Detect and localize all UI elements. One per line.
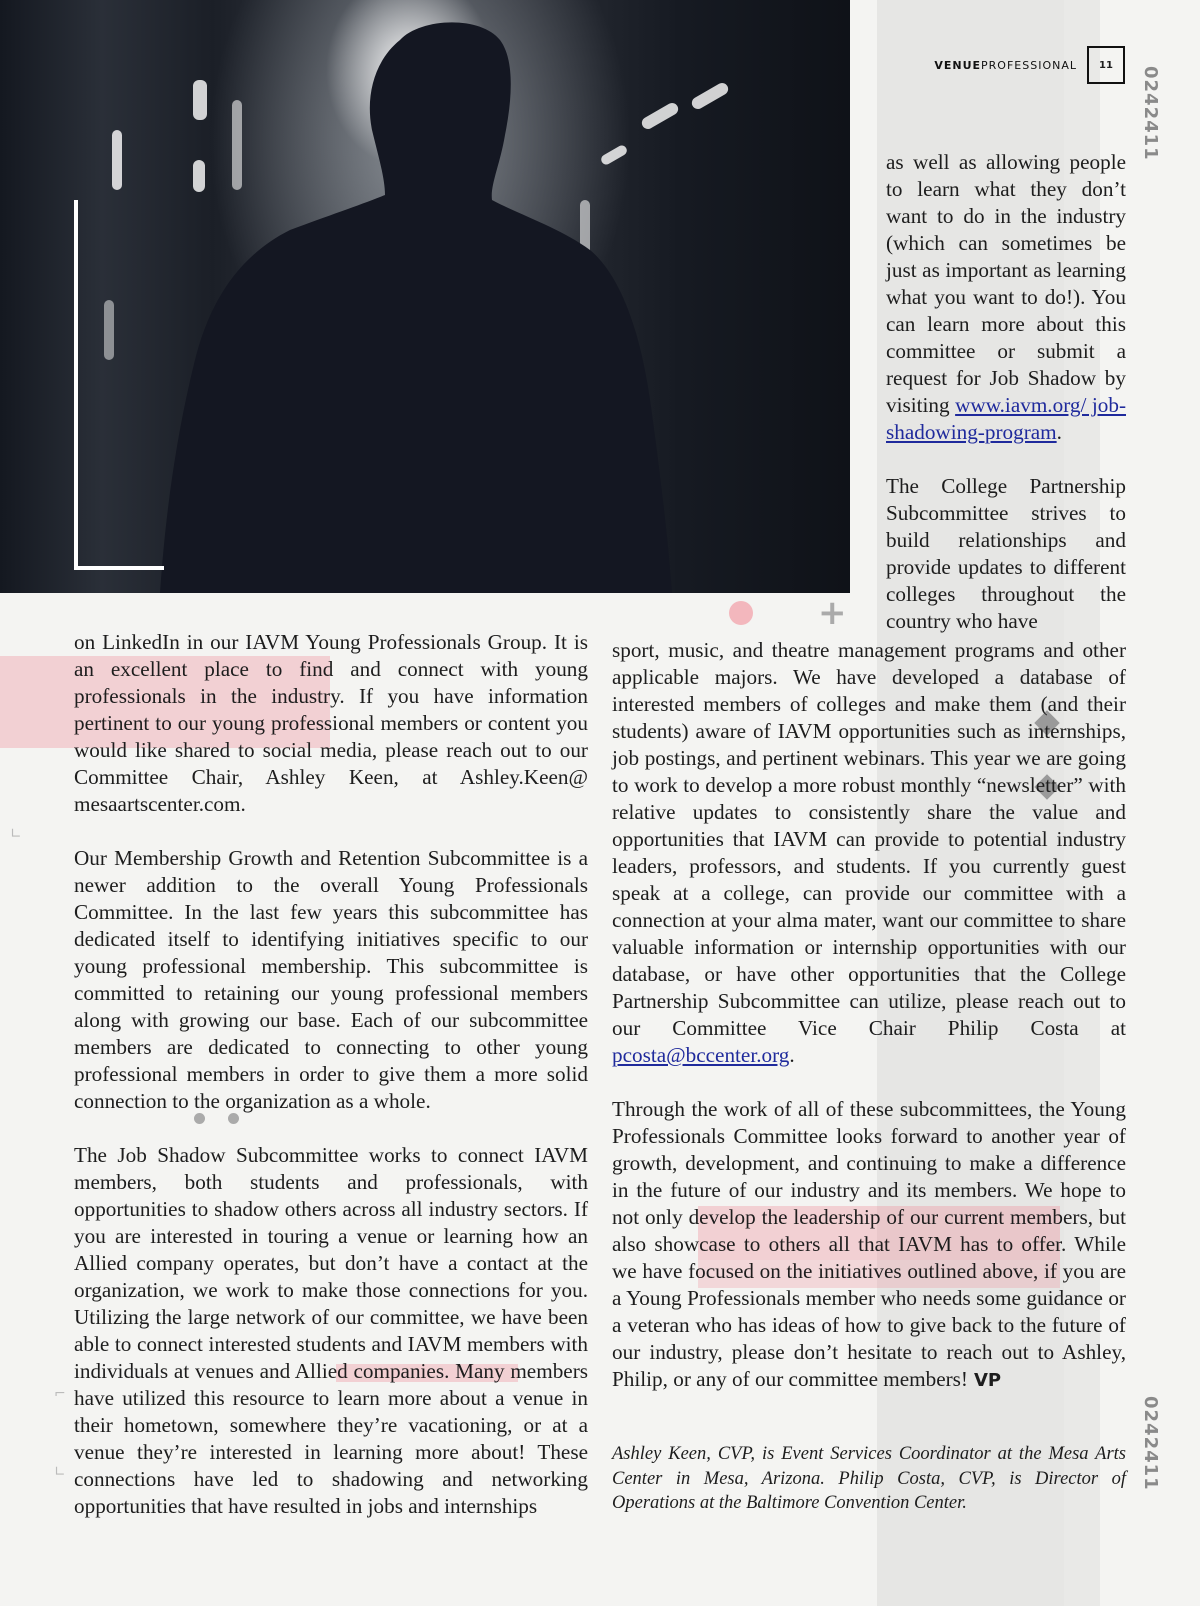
paragraph-conclusion: Through the work of all of these subcommittees, the Young Professionals Committee looks forward to another year of growth, development, and continuing to make a difference in the future of our industry and its members. We hope to not only develop the leadership of our current members, but also showcase to others all that IAVM has to offer. While we have focused on the initiatives outlined above, if you are a Young Professionals member who needs some guidance or a veteran who has ideas of how to give back to the future of our industry, please don’t hesitate to reach out to Ashley, Philip, or any of our committee members! VP [612,1097,1126,1391]
email-link[interactable]: pcosta@bccenter.org [612,1043,790,1067]
right-column [612,637,1126,1421]
frame-corner-decoration [74,200,164,570]
page-number: 11 [1087,46,1125,84]
end-mark-vp: VP [974,1370,1002,1391]
corner-tick-decoration: ⌐ [54,1386,66,1402]
paragraph-job-shadow: The Job Shadow Subcommittee works to connect IAVM members, both students and professionals, with opportunities to shadow others across all industry sectors. If you are interested in touring a venue or learning how an Allied company operates, but don’t have a contact at the organization, we work to make those connections for you. Utilizing the large network of our committee, we have been able to connect interested students and IAVM members with individuals at venues and Allied companies. Many members have utilized this resource to learn more about a venue in their hometown, somewhere they’re vacationing, or at a venue they’re interested in learning more about! These connections have led to shadowing and networking opportunities that have resulted in jobs and internships [74,1143,588,1518]
left-column [74,629,588,1547]
pink-dot-decoration [729,601,753,625]
corner-tick-decoration: ∟ [10,826,22,842]
page-header [934,46,1125,84]
paragraph-linkedin: on LinkedIn in our IAVM Young Professionals Group. It is an excellent place to find and connect with young professionals in the industry. If you have information pertinent to our young professional members or content you would like shared to social media, please reach out to our Committee Chair, Ashley Keen, at Ashley.Keen@ mesaartscenter.com. [74,630,588,816]
paragraph-college-programs: sport, music, and theatre management programs and other applicable majors. We have developed a database of interested members of colleges and make them (and their students) aware of IAVM opportunities such as internships, job postings, and pertinent webinars. This year we are going to work to develop a more robust monthly “newsletter” with relative updates to consistently share the value and opportunities that IAVM can provide to potential industry leaders, professors, and students. If you currently guest speak at a college, can provide our committee with a connection at your alma mater, want our committee to share valuable information or internship opportunities with our database, or have other opportunities that the College Partnership Subcommittee can utilize, please reach out to our Committee Vice Chair Philip Costa at pcosta@bccenter.org. [612,638,1126,1067]
magazine-brand: VENUEPROFESSIONAL [934,58,1077,72]
paragraph-membership-growth: Our Membership Growth and Retention Subcommittee is a newer addition to the overall Young Professionals Committee. In the last few years this subcommittee has dedicated itself to identifying initiatives specific to our young professional membership. This subcommittee is committed to retaining our young professional members along with growing our base. Each of our subcommittee members are dedicated to connecting to other young professional members in order to give them a more solid connection to the organization as a whole. [74,846,588,1113]
right-top-column [886,149,1126,662]
author-byline: Ashley Keen, CVP, is Event Services Coordinator at the Mesa Arts Center in Mesa, Arizona. Philip Costa, CVP, is Director of Operations at the Baltimore Convention Center. [612,1444,1126,1513]
paragraph-job-shadow-cont: as well as allowing people to learn what they don’t want to do in the industry (which can sometimes be just as important as learning what you want to do!). You can learn more about this committee or submit a request for Job Shadow by visiting www.iavm.org/ job-shadowing-program. [886,150,1126,444]
job-shadow-link[interactable]: www.iavm.org/ job-shadowing-program [886,393,1126,444]
side-code-bottom: 0242411 [1140,1396,1161,1491]
side-code-top: 0242411 [1140,66,1161,161]
paragraph-college-partnership: The College Partnership Subcommittee strives to build relationships and provide updates to different colleges throughout the country who have [886,474,1126,633]
corner-tick-decoration: ∟ [54,1464,66,1480]
hero-photo [0,0,850,593]
plus-decoration: + [818,593,847,633]
